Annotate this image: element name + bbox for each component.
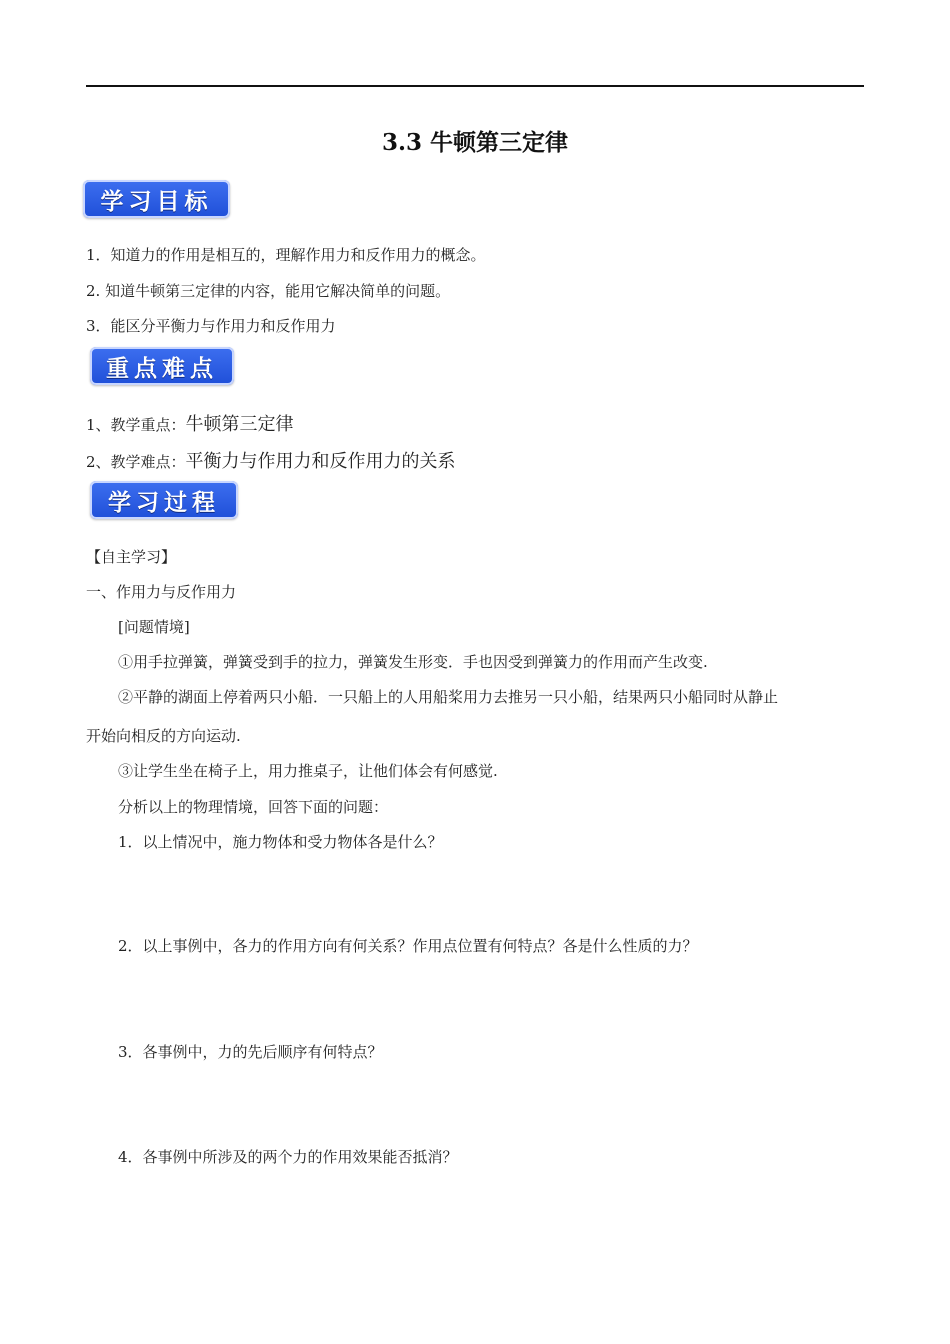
goal-item: 3．能区分平衡力与作用力和反作用力: [86, 317, 336, 335]
key-point-label: 1、教学重点：: [86, 416, 186, 434]
question-item: 1．以上情况中，施力物体和受力物体各是什么？: [118, 833, 443, 851]
situation-item: ①用手拉弹簧，弹簧受到手的拉力，弹簧发生形变．手也因受到弹簧力的作用而产生改变.: [118, 653, 708, 671]
key-point-value: 牛顿第三定律: [185, 414, 294, 435]
question-item: 4．各事例中所涉及的两个力的作用效果能否抵消？: [118, 1148, 458, 1166]
question-item: 2．以上事例中，各力的作用方向有何关系？作用点位置有何特点？各是什么性质的力？: [118, 937, 698, 955]
section-badge-key-points: 重点难点: [90, 347, 234, 385]
situation-item: ②平静的湖面上停着两只小船．一只船上的人用船桨用力去推另一只小船，结果两只小船同时从静止: [118, 688, 779, 706]
situation-item-continued: 开始向相反的方向运动.: [86, 727, 241, 745]
self-study-heading: 【自主学习】: [86, 548, 177, 566]
question-item: 3．各事例中，力的先后顺序有何特点？: [118, 1043, 383, 1061]
analyze-prompt: 分析以上的物理情境，回答下面的问题：: [118, 798, 389, 816]
goal-item: 1．知道力的作用是相互的，理解作用力和反作用力的概念。: [86, 246, 486, 264]
page-title: 3.3 牛顿第三定律: [381, 129, 569, 156]
goal-item: 2. 知道牛顿第三定律的内容，能用它解决简单的问题。: [86, 282, 451, 300]
key-point-item: [86, 447, 456, 473]
key-point-label: 2、教学难点：: [86, 453, 186, 471]
key-point-item: [86, 410, 294, 436]
key-point-value: 平衡力与作用力和反作用力的关系: [185, 451, 456, 472]
situation-heading: [问题情境]: [118, 618, 190, 636]
situation-item: ③让学生坐在椅子上，用力推桌子，让他们体会有何感觉.: [118, 762, 498, 780]
part-heading: 一、作用力与反作用力: [86, 583, 237, 601]
section-badge-process: 学习过程: [90, 481, 238, 519]
section-badge-goals: 学习目标: [83, 180, 230, 218]
header-rule: [86, 85, 864, 87]
